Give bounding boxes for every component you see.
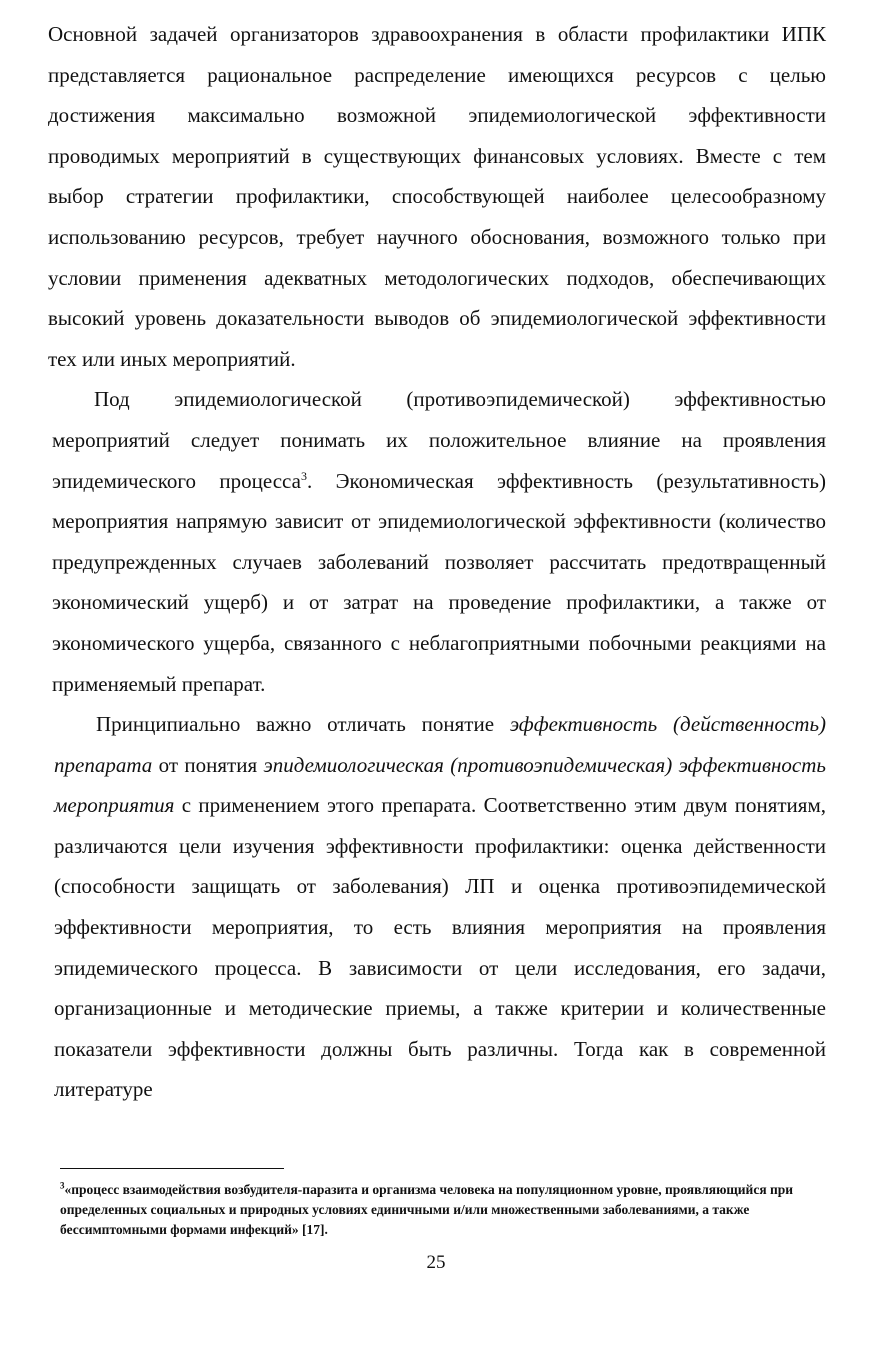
page-number: 25 [426,1252,446,1273]
paragraph-1: Основной задачей организаторов здравоохранения в области профилактики ИПК представляется рациональное распределение имеющихся ресурсов с целью достижения максимально возможной эпидемиологической эффективности проводимых мероприятий в существующих финансовых условиях. Вместе с тем выбор стратегии профилактики, способствующей наиболее целесообразному использованию ресурсов, требует научного обоснования, возможного только при условии применения адекватных методологических подходов, обеспечивающих высокий уровень доказательности выводов об эпидемиологической эффективности тех или иных мероприятий. [48,22,826,371]
term-drug-efficacy: эффективность (действенность) препарата [54,712,826,777]
paragraph-3-text-a: Принципиально важно отличать понятие [96,712,510,737]
paragraph-3 [48,704,826,1110]
footnote-reference: 3 [300,468,307,483]
paragraph-2-text-a: Под эпидемиологической (противоэпидемической) эффективностью мероприятий следует понимать их положительное влияние на проявления эпидемического процесса [52,387,826,493]
footnote [60,1180,830,1240]
term-epidemiological-efficiency: эпидемиологическая (противоэпидемическая) эффективность мероприятия [54,752,826,818]
paragraph-2 [48,379,826,704]
footnote-marker: 3 [60,1180,65,1191]
paragraph-3-text-c: с применением этого препарата. Соответственно этим двум понятиям, различаются цели изучения эффективности профилактики: оценка действенности (способности защищать от заболевания) ЛП и оценка противоэпидемической эффективности мероприятия, то есть влияния мероприятия на проявления эпидемического процесса. В зависимости от цели исследования, его задачи, организационные и методические приемы, а также критерии и количественные показатели эффективности должны быть различны. Тогда как в современной литературе [54,793,826,1102]
body-text [48,14,826,1110]
paragraph-2-text-b: . Экономическая эффективность (результативность) мероприятия напрямую зависит от эпидемиологической эффективности (количество предупрежденных случаев заболеваний позволяет рассчитать предотвращенный экономический ущерб) и от затрат на проведение профилактики, а также от экономического ущерба, связанного с неблагоприятными побочными реакциями на применяемый препарат. [52,468,826,696]
footnote-text: «процесс взаимодействия возбудителя-паразита и организма человека на популяционном уровне, проявляющийся при определенных социальных и природных условиях единичными и/или множественными заболеваниями, а также бессимптомными формами инфекций» [17]. [60,1182,794,1237]
footnote-separator [60,1168,284,1169]
paragraph-3-text-b: от понятия [152,752,264,777]
